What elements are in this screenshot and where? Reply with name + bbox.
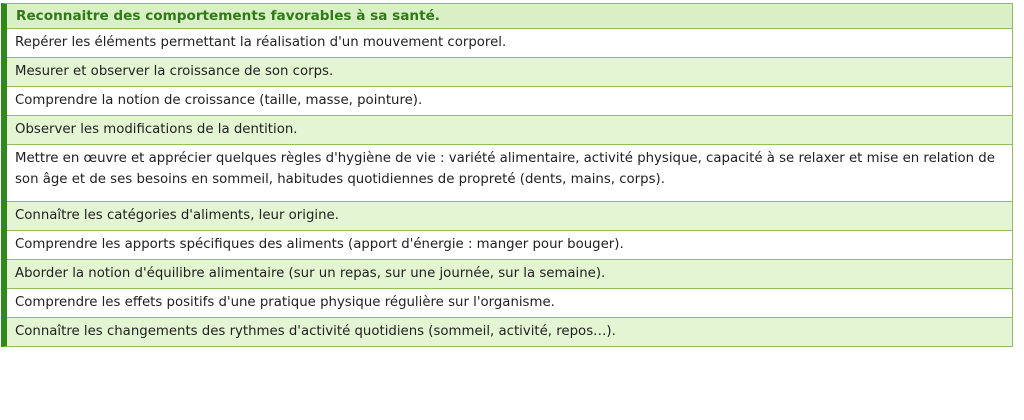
table-row: Connaître les catégories d'aliments, leur origine.: [7, 201, 1012, 230]
table-row: Aborder la notion d'équilibre alimentaire (sur un repas, sur une journée, sur la semaine).: [7, 259, 1012, 288]
table-header: Reconnaitre des comportements favorables à sa santé.: [7, 4, 1012, 28]
table-row: Connaître les changements des rythmes d'activité quotidiens (sommeil, activité, repos…).: [7, 317, 1012, 346]
competencies-table: [1, 3, 1013, 347]
table-row: Mesurer et observer la croissance de son corps.: [7, 57, 1012, 86]
table-row: Comprendre la notion de croissance (taille, masse, pointure).: [7, 86, 1012, 115]
table-row: Mettre en œuvre et apprécier quelques règles d'hygiène de vie : variété alimentaire, activité physique, capacité à se relaxer et mise en relation de son âge et de ses besoins en sommeil, habitudes quotidiennes de propreté (dents, mains, corps).: [7, 144, 1012, 201]
table-row: Observer les modifications de la dentition.: [7, 115, 1012, 144]
table-row: Comprendre les effets positifs d'une pratique physique régulière sur l'organisme.: [7, 288, 1012, 317]
table-row: Repérer les éléments permettant la réalisation d'un mouvement corporel.: [7, 28, 1012, 57]
table-row: Comprendre les apports spécifiques des aliments (apport d'énergie : manger pour bouger).: [7, 230, 1012, 259]
